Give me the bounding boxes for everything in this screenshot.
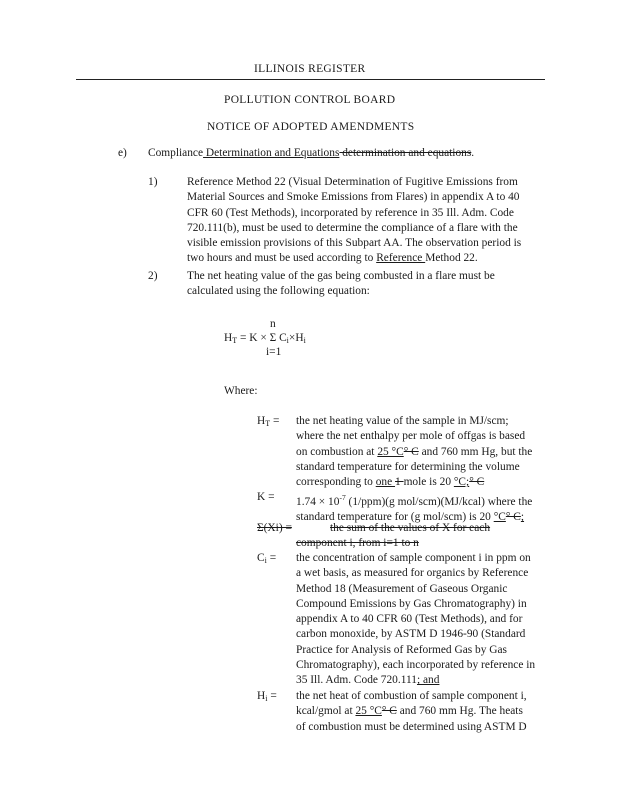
def-line [296,704,527,719]
equation-lower-limit: i=1 [266,346,282,358]
def-line [296,475,532,490]
equation-lhs-sub: T [232,336,238,345]
section-e-title-added: Determination and Equations [203,147,340,159]
item1-last-added: Reference [376,252,426,265]
def-line: the concentration of sample component i in ppm on [296,552,531,564]
item2-line: The net heating value of the gas being combusted in a flare must be [187,270,495,282]
equation-ci-sub: i [286,336,289,345]
item1-last-pre: two hours and must be used according to [187,252,377,265]
def-ci-eq: = [266,552,277,564]
equation-times: × [288,332,296,344]
def-ht-term [257,414,279,431]
def-ht-l5-added2: °C; [453,476,470,489]
def-line: a wet basis, as measured for organics by Reference [296,567,529,580]
def-line: of combustion must be determined using ASTM D [296,720,527,733]
def-hi-sub: i [265,694,268,703]
def-ht-l3-pre: on combustion at [296,445,378,458]
section-e-title: Compliance [148,147,204,159]
section-e-title-deleted: determination and equations [339,147,472,159]
where-label: Where: [224,385,258,397]
def-hi-text [296,689,527,735]
item1-line: CFR 60 (Test Methods), incorporated by reference in 35 Ill. Adm. Code [187,206,514,219]
item1-marker: 1) [148,176,158,188]
def-ht-l5-added: one [375,476,396,489]
def-ci-last-pre: 35 Ill. Adm. Code 720.111 [296,674,417,687]
section-e-marker: e) [118,147,127,159]
item2-paragraph [187,269,495,300]
def-ci-sub: i [264,556,267,565]
def-ht-sub: T [265,419,271,428]
def-k-l2-post: ; [520,511,525,524]
def-line: Method 18 (Measurement of Gaseous Organic [296,582,508,595]
equation-main [224,331,306,348]
def-sum-line2: component i, from i=1 to n [296,537,419,549]
item2-line: calculated using the following equation: [187,285,370,298]
def-hi-eq: = [267,690,277,702]
def-k-term: K = [257,491,275,503]
def-line: Practice for Analysis of Reformed Gas by Gas [296,643,507,656]
def-ht-l3-post: and 760 mm Hg, but the [418,445,533,458]
def-hi-l2-deleted: ° C [381,705,397,718]
def-sum-line1: the sum of the values of X for each [330,522,491,534]
def-hi-term [257,689,277,706]
def-k-l2-deleted: ° C [505,511,521,524]
equation-lhs: H [224,332,233,344]
def-ht-l5-deleted2: ° C [469,476,485,489]
notice-title: NOTICE OF ADOPTED AMENDMENTS [207,121,415,133]
def-k-exponent: -7 [339,493,346,502]
board-title: POLLUTION CONTROL BOARD [224,94,396,106]
section-e-heading [148,146,474,161]
def-ht-l3-added: 25 °C [377,445,404,458]
item2-marker: 2) [148,270,158,282]
def-line: the net heating value of the sample in MJ/scm; [296,415,509,427]
def-ci-letter: C [257,552,265,564]
def-line: standard temperature for determining the volume [296,460,520,473]
item1-line: Reference Method 22 (Visual Determination of Fugitive Emissions from [187,176,518,188]
def-ci-term [257,551,276,568]
def-ht-eq: = [270,415,280,427]
item1-paragraph [187,175,521,267]
def-k-l2-added: °C [493,511,506,524]
def-ci-text [296,551,535,689]
def-hi-l2-added: 25 °C [355,705,382,718]
def-ci-last-added: ; and [416,674,440,687]
def-hi-l2-pre: kcal/gmol at [296,705,356,718]
def-k-l2-pre: standard temperature for (g mol/scm) is 20 [296,511,494,524]
header-rule [76,79,545,80]
item1-line: 720.111(b), must be used to determine the compliance of a flare with the [187,221,518,234]
def-hi-letter: H [257,690,266,702]
equation-upper-limit: n [270,318,276,330]
def-hi-l2-post: and 760 mm Hg. The heats [396,705,523,718]
register-title: ILLINOIS REGISTER [254,63,366,75]
def-k-l1-post: (1/ppm)(g mol/scm)(MJ/kcal) where the [345,496,533,508]
equation-h-sub: i [303,336,306,345]
def-line: Compound Emissions by Gas Chromatography) in [296,597,527,610]
def-k-l1-pre: 1.74 × 10 [296,496,340,508]
item1-last-post: Method 22. [425,252,478,265]
def-sum-term: Σ(Xi) = [257,522,292,534]
def-line: appendix A to 40 CFR 60 (Test Methods), and for [296,613,523,626]
def-line: carbon monoxide, by ASTM D 1946-90 (Standard [296,628,526,641]
def-line: where the net enthalpy per mole of offgas is based [296,430,526,443]
def-line [296,673,535,688]
def-ht-text [296,414,532,490]
def-ht-l5-deleted: 1 [395,476,404,489]
item1-line: visible emission provisions of this Subpart AA. The observation period is [187,237,522,250]
def-ht-l5-mid: mole is 20 [403,476,454,489]
def-line: the net heat of combustion of sample component i, [296,690,527,702]
def-line [296,490,532,510]
def-ht-letter: H [257,415,266,427]
item1-line: Material Sources and Smoke Emissions from Flares) in appendix A to 40 [187,191,520,204]
equation-mid: = K × Σ C [237,332,287,344]
item1-last-line [187,251,521,266]
equation-h: H [295,332,304,344]
def-line: Chromatography), each incorporated by reference in [296,659,536,672]
def-ht-l3-deleted: ° C [403,445,419,458]
section-e-title-end: . [471,147,475,159]
def-ht-l5-pre: corresponding to [296,476,376,489]
def-line [296,445,532,460]
